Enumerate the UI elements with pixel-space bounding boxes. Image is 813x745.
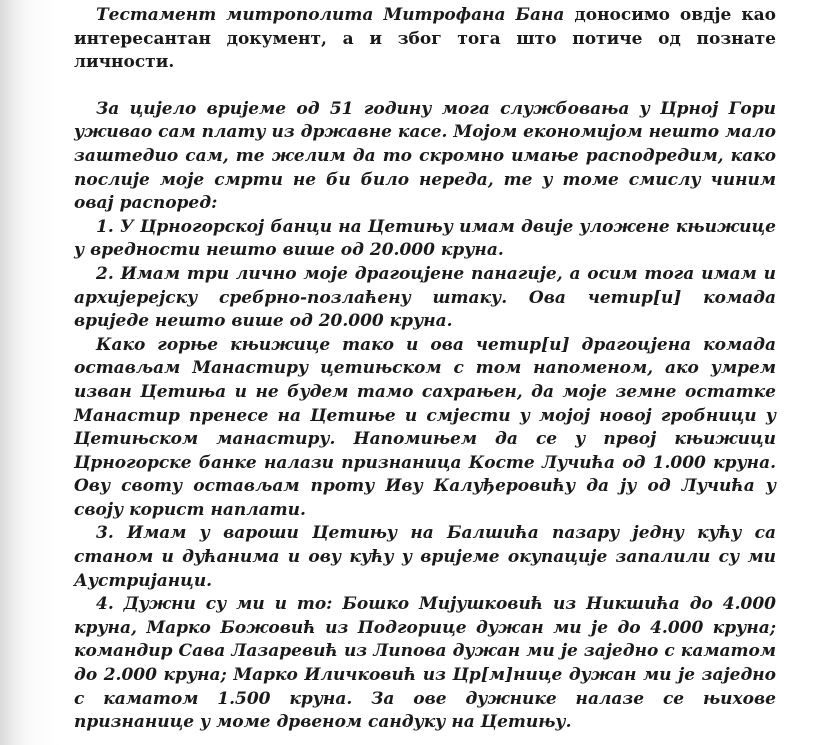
document-text	[74, 4, 776, 735]
testament-item-1: 1. У Црногорској банци на Цетињу имам двије уложене књижице у вредности нешто више од 20.000 круна.	[74, 216, 776, 261]
testament-item-4: 4. Дужни су ми и то: Бошко Мијушковић из Никшића до 4.000 круна, Марко Божовић из Подгорице дужан ми је до 4.000 круна; командир Сава Лазаревић из Липова дужан ми је заједно с каматом до 2.000 круна; Марко Иличковић из Цр[м]нице дужан ми је заједно с каматом 1.500 круна. За ове дужнике налазе се њихове признанице у моме дрвеном сандуку на Цетињу.	[74, 594, 776, 733]
testament-paragraph-bequest: Како горње књижице тако и ова четир[и] драгоцјена комада остављам Манастиру цетињском с том напоменом, ако умрем изван Цетиња и не будем тамо сахрањен, да моје земне остатке Манастир пренесе на Цетиње и смјести у мојој новој гробници у Цетињском манастиру. Напомињем да се у првој књижици Црногорске банке налази признаница Косте Лучића од 1.000 круна. Ову своту остављам проту Иву Калуђеровићу да ју од Лучића у своју корист наплати.	[74, 334, 776, 520]
testament-item-2: 2. Имам три лично моје драгоцјене панагије, а осим тога имам и архијерејску сребрно-позлаћену штаку. Ова четир[и] комада вриједе нешто више од 20.000 круна.	[74, 263, 776, 332]
intro-paragraph	[74, 4, 776, 75]
testament-paragraph-opening: За цијело вријеме од 51 годину мога службовања у Црној Гори уживао сам плату из државне касе. Мојом економијом нешто мало заштедио сам, те желим да то скромно имање расподредим, како послије моје смрти не би било нереда, те у томе смислу чиним овај распоред:	[74, 98, 776, 214]
testament-title: Тестамент митрополита Митрофана Бана	[96, 5, 565, 25]
intro-text: доносимо овдје као интересантан документ, а и због тога што потиче од познате личности.	[74, 5, 776, 73]
testament-item-3: 3. Имам у вароши Цетињу на Балшића пазару једну кућу са станом и дућанима и ову кућу у вријеме окупације запалили су ми Аустријанци.	[74, 523, 776, 591]
